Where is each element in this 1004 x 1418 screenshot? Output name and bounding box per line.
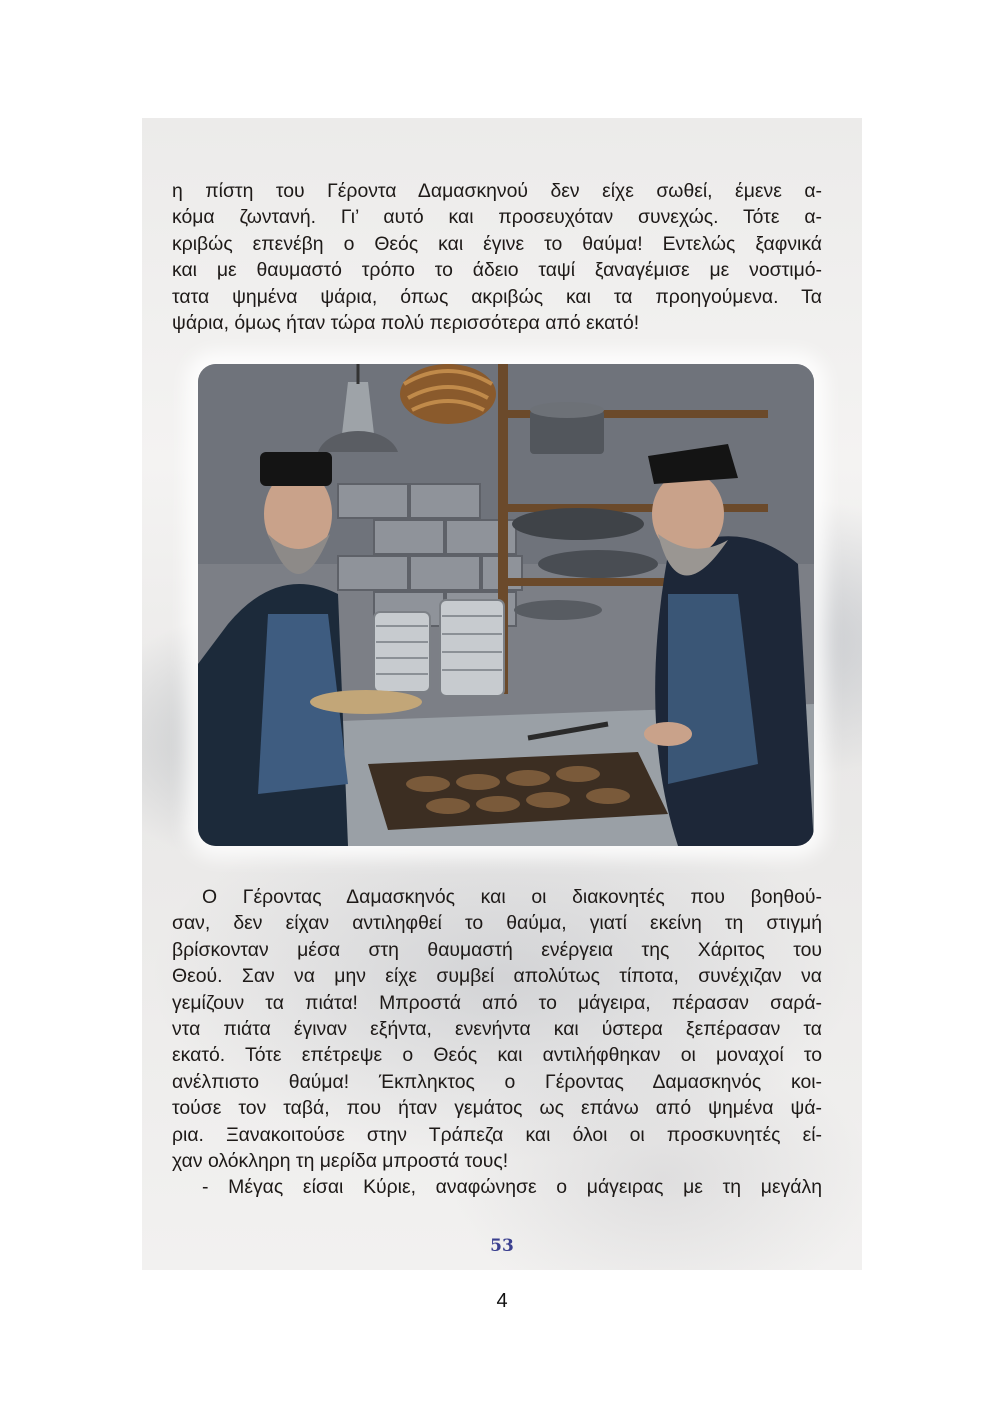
text-line: χαν ολόκληρη τη μερίδα μπροστά τους! xyxy=(172,1149,509,1172)
text-line: Θεού. Σαν να μην είχε συμβεί απολύτως τίποτα, συνέχιζαν να xyxy=(172,965,822,988)
paragraph-bottom xyxy=(172,884,822,1201)
text-line: η πίστη του Γέροντα Δαμασκηνού δεν είχε σωθεί, έμενε α- xyxy=(172,180,822,202)
paragraph-top xyxy=(172,178,822,336)
book-page-number: 53 xyxy=(490,1236,514,1256)
text-line: Ο Γέροντας Δαμασκηνός και οι διακονητές που βοηθού- xyxy=(202,886,822,908)
text-line: γεμίζουν τα πιάτα! Μπροστά από το μάγειρα, πέρασαν σαρά- xyxy=(172,991,822,1014)
text-line: σαν, δεν είχαν αντιληφθεί το θαύμα, γιατί εκείνη τη στιγμή xyxy=(172,912,822,935)
text-line: - Μέγας είσαι Κύριε, αναφώνησε ο μάγειρας με τη μεγάλη xyxy=(202,1176,822,1199)
text-line: ρια. Ξανακοιτούσε στην Τράπεζα και όλοι οι προσκυνητές εί- xyxy=(172,1123,822,1146)
text-line: και με θαυμαστό τρόπο το άδειο ταψί ξαναγέμισε με νοστιμό- xyxy=(172,259,822,282)
text-line: εκατό. Τότε επέτρεψε ο Θεός και αντιλήφθηκαν οι μοναχοί το xyxy=(172,1044,822,1067)
text-line: ντα πιάτα έγιναν εξήντα, ενενήντα και ύστερα ξεπέρασαν τα xyxy=(172,1017,822,1040)
text-line: κριβώς επενέβη ο Θεός και έγινε το θαύμα! Εντελώς ξαφνικά xyxy=(172,232,822,255)
text-line: τούσε τον ταβά, που ήταν γεμάτος ως επάνω από ψημένα ψά- xyxy=(172,1097,822,1120)
book-page-scan xyxy=(142,118,862,1270)
text-line: κόμα ζωντανή. Γι’ αυτό και προσευχόταν συνεχώς. Τότε α- xyxy=(172,206,822,229)
text-line: ανέλπιστο θαύμα! Έκπληκτος ο Γέροντας Δαμασκηνός κοι- xyxy=(172,1070,822,1093)
text-line: βρίσκονταν μέσα στη θαυμαστή ενέργεια της Χάριτος του xyxy=(172,938,822,961)
kitchen-monks-illustration xyxy=(198,364,814,846)
text-line: ψάρια, όμως ήταν τώρα πολύ περισσότερα από εκατό! xyxy=(172,311,640,334)
text-line: τατα ψημένα ψάρια, όπως ακριβώς και τα προηγούμενα. Τα xyxy=(172,285,822,308)
document-page-number: 4 xyxy=(496,1290,508,1312)
